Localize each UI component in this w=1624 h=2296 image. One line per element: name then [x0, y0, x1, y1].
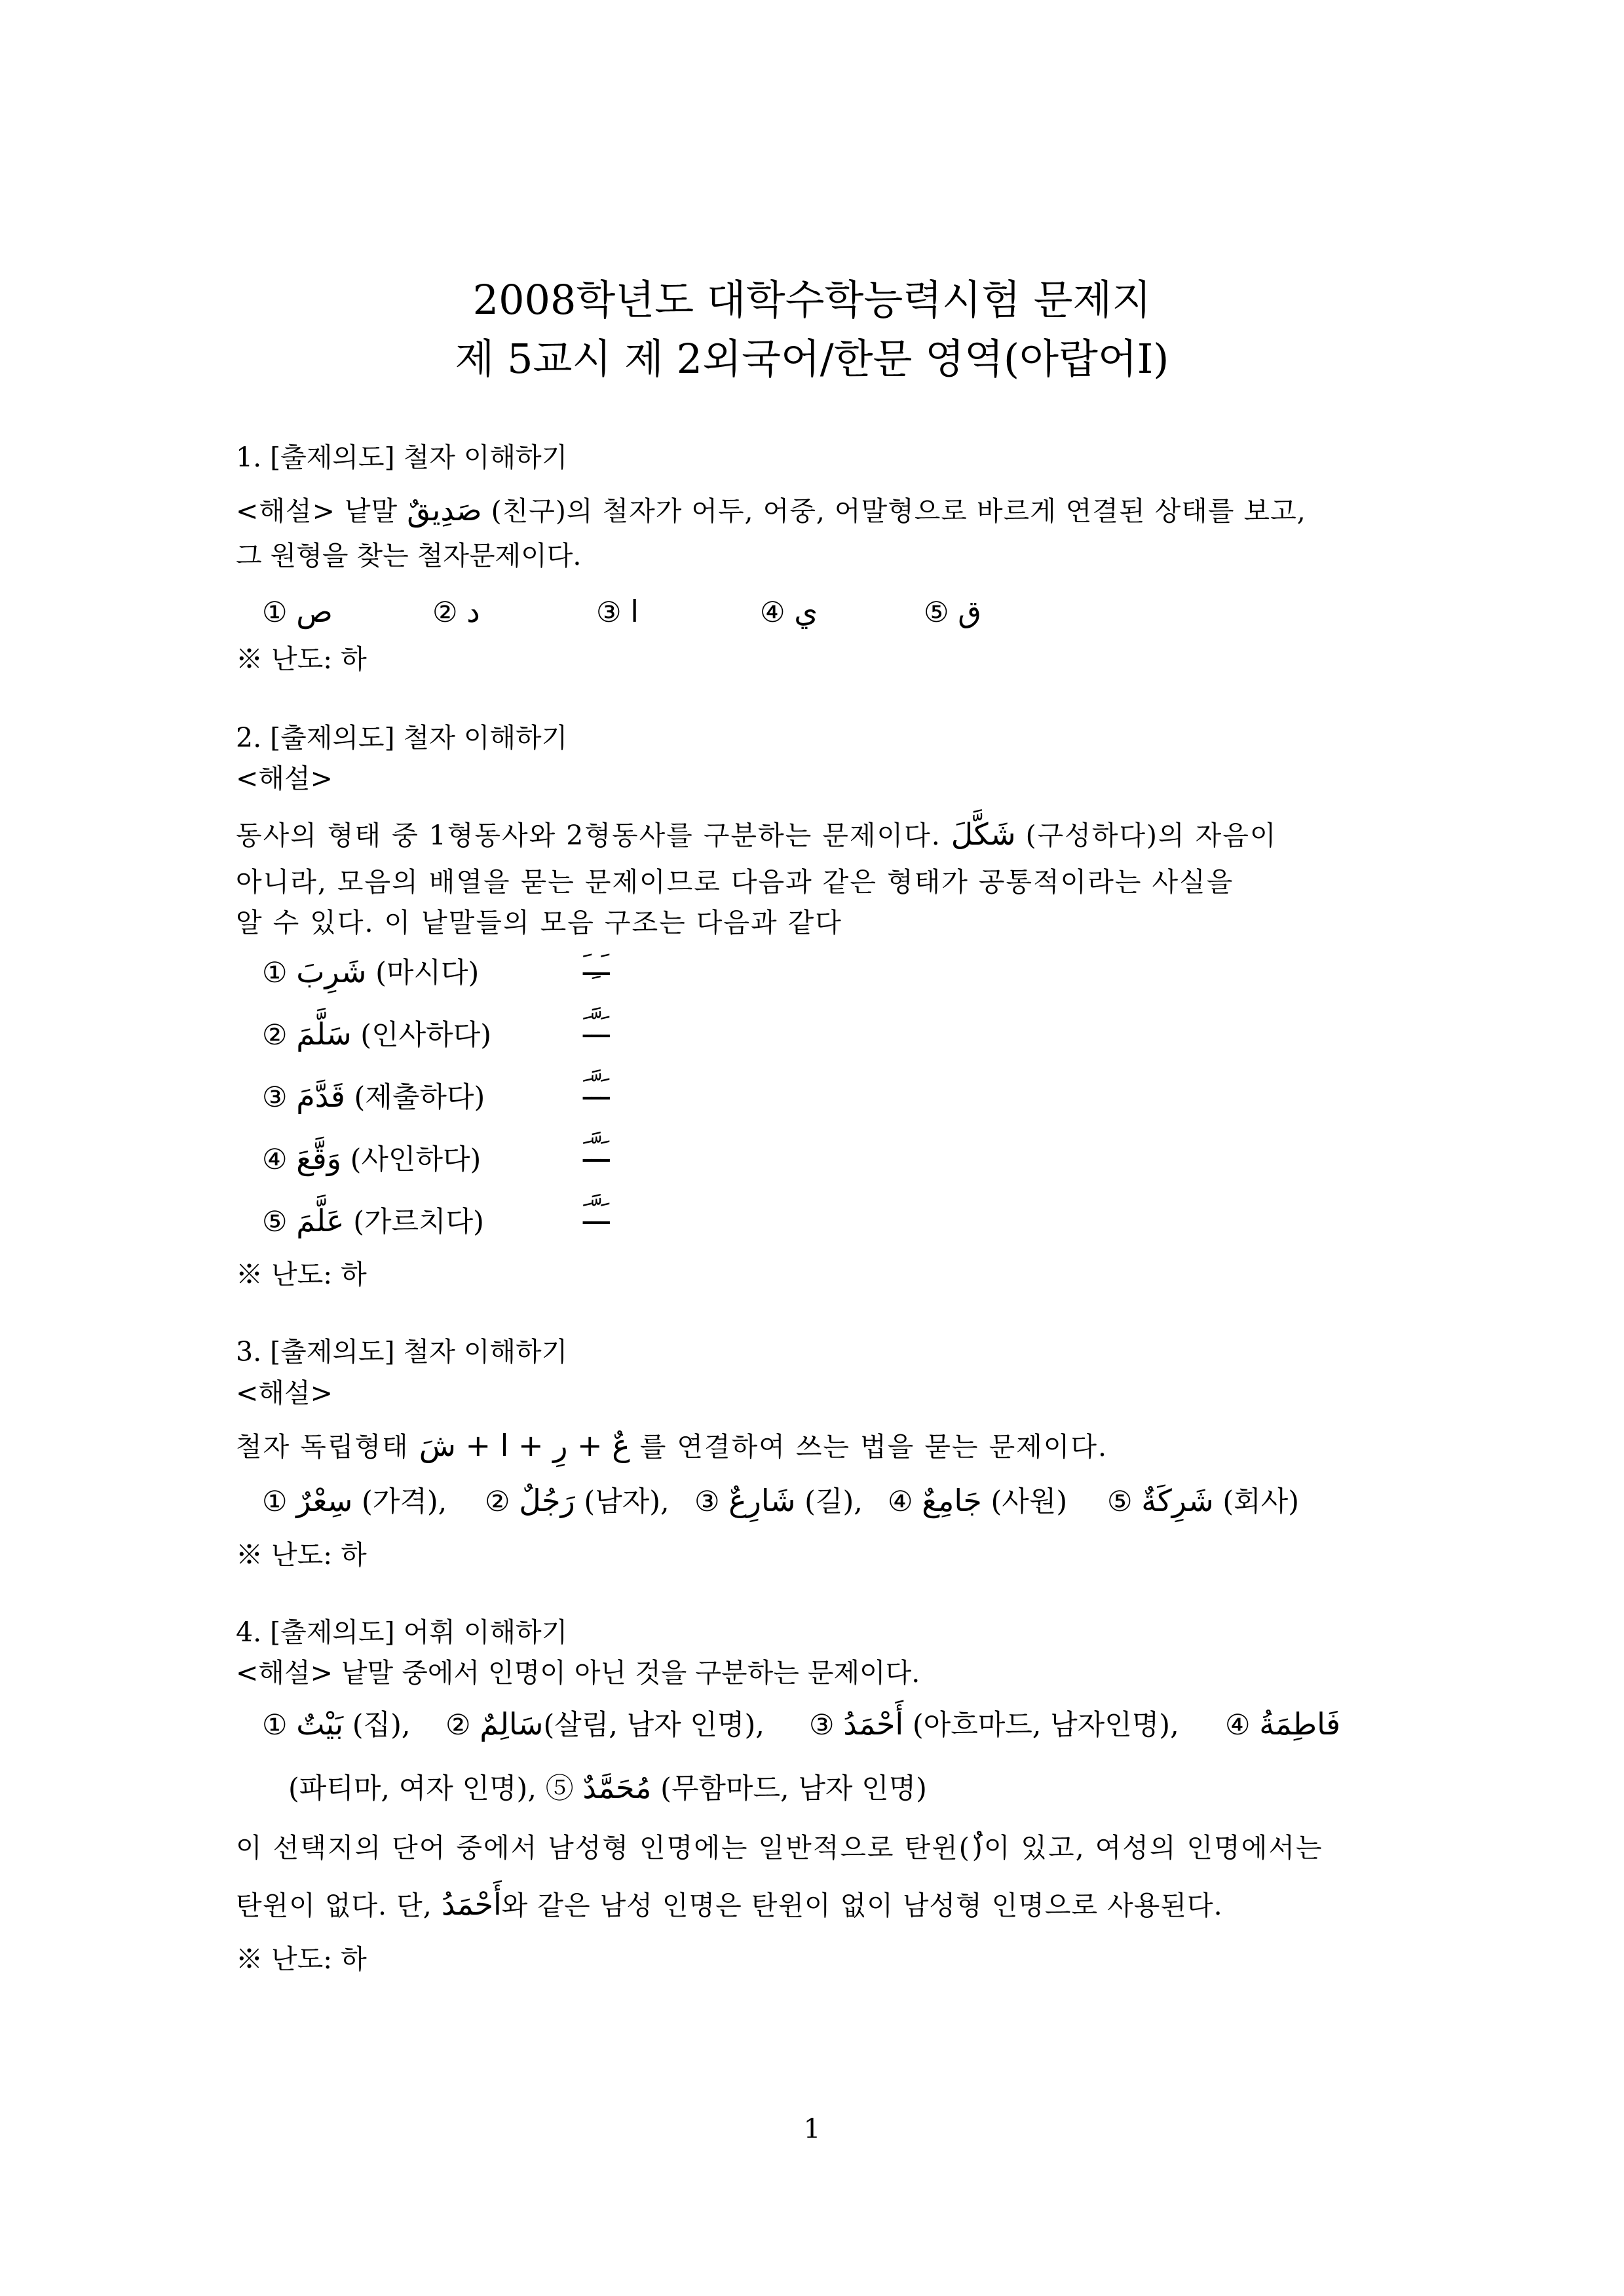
q4-option-4-cont-and-5: (파티마, 여자 인명), ⑤ مُحَمَّدٌ (무함마드, 남자 인명)	[288, 1770, 927, 1805]
q4-option-2: ② سَالِمٌ(살림, 남자 인명),	[445, 1706, 765, 1742]
q1-expl-suffix: (친구)의 철자가 어두, 어중, 어말형으로 바르게 연결된 상태를 보고,	[491, 495, 1306, 527]
q2-paragraph-line1: 동사의 형태 중 1형동사와 2형동사를 구분하는 문제이다. شَكَّلَ (구성하다)의 자음이	[236, 816, 1277, 852]
tanwin-mark: ٌ	[970, 1829, 972, 1864]
q1-expl-prefix: <해설> 낱말	[236, 495, 398, 527]
q4-arabic-word: أَحْمَدُ	[441, 1886, 502, 1922]
q2-heading: 2. [출제의도] 철자 이해하기	[236, 722, 568, 754]
q1-expl-arabic-word: صَدِيقٌ	[407, 492, 482, 527]
q4-paragraph-line2: 탄윈이 없다. 단, أَحْمَدُ와 같은 남성 인명은 탄윈이 없이 남성형 인명으로 사용된다.	[236, 1886, 1223, 1922]
q3-paragraph-line1: 철자 독립형태 عٌ + رِ + ا + شَ 를 연결하여 쓰는 법을 묻는 문제이다.	[236, 1428, 1108, 1463]
q3-option-3: ③ شَارِعٌ (길),	[694, 1483, 863, 1518]
q1-option-2: ② د	[432, 594, 480, 629]
q4-difficulty: ※ 난도: 하	[236, 1943, 367, 1975]
q2-difficulty: ※ 난도: 하	[236, 1259, 367, 1290]
q2-pattern-5: ـَـَّـَ	[583, 1196, 610, 1231]
q4-paragraph-line1: 이 선택지의 단어 중에서 남성형 인명에는 일반적으로 탄윈(ٌ)이 있고, 여성의 인명에서는	[236, 1829, 1323, 1864]
q1-option-1: ① ص	[262, 594, 333, 629]
page-title-line2: 제 5교시 제 2외국어/한문 영역(아랍어I)	[455, 335, 1169, 383]
q4-option-4: ④ فَاطِمَةُ	[1225, 1706, 1341, 1742]
q2-paragraph-line2: 아니라, 모음의 배열을 묻는 문제이므로 다음과 같은 형태가 공통적이라는 사실을	[236, 866, 1234, 898]
q4-option-1: ① بَيْتٌ (집),	[262, 1706, 411, 1742]
q2-expl-label: <해설>	[236, 763, 333, 794]
q2-option-1: ① شَرِبَ (마시다)	[262, 954, 480, 989]
q3-letter-formula: عٌ + رِ + ا + شَ	[419, 1428, 630, 1463]
q3-expl-label: <해설>	[236, 1377, 333, 1409]
q1-option-4: ④ ي	[760, 594, 818, 629]
q1-explanation-line2: 그 원형을 찾는 철자문제이다.	[236, 540, 582, 571]
q2-pattern-1: ـَـِـَ	[583, 947, 610, 982]
q1-heading: 1. [출제의도] 철자 이해하기	[236, 442, 568, 473]
q2-pattern-4: ـَـَّـَ	[583, 1134, 610, 1169]
page-number: 1	[803, 2113, 821, 2145]
q3-option-4: ④ جَامِعٌ (사원)	[888, 1483, 1068, 1518]
q2-option-4: ④ وَقَّعَ (사인하다)	[262, 1141, 482, 1176]
q2-option-2: ② سَلَّمَ (인사하다)	[262, 1016, 492, 1052]
q1-option-3: ③ ا	[596, 594, 639, 629]
q2-pattern-2: ـَـَّـَ	[583, 1009, 610, 1044]
q2-paragraph-line3: 알 수 있다. 이 낱말들의 모음 구조는 다음과 같다	[236, 907, 842, 938]
q3-option-5: ⑤ شَرِكَةٌ (회사)	[1107, 1483, 1300, 1518]
q2-option-3: ③ قَدَّمَ (제출하다)	[262, 1079, 485, 1114]
q1-difficulty: ※ 난도: 하	[236, 643, 367, 675]
q4-explanation: <해설> 낱말 중에서 인명이 아닌 것을 구분하는 문제이다.	[236, 1657, 920, 1689]
page-title-line1: 2008학년도 대학수학능력시험 문제지	[472, 276, 1152, 324]
q2-pattern-3: ـَـَّـَ	[583, 1071, 610, 1107]
q4-heading: 4. [출제의도] 어휘 이해하기	[236, 1617, 568, 1648]
q1-explanation-line1	[236, 491, 1395, 529]
q1-option-5: ⑤ ق	[924, 594, 981, 629]
q3-option-2: ② رَجُلٌ (남자),	[485, 1483, 670, 1518]
q3-difficulty: ※ 난도: 하	[236, 1539, 367, 1571]
q3-heading: 3. [출제의도] 철자 이해하기	[236, 1336, 568, 1368]
q2-arabic-word: شَكَّلَ	[951, 816, 1016, 852]
q3-option-1: ① سِعْرٌ (가격),	[262, 1483, 447, 1518]
q4-option-3: ③ أَحْمَدُ (아흐마드, 남자인명),	[809, 1706, 1179, 1742]
q2-option-5: ⑤ عَلَّمَ (가르치다)	[262, 1203, 484, 1238]
